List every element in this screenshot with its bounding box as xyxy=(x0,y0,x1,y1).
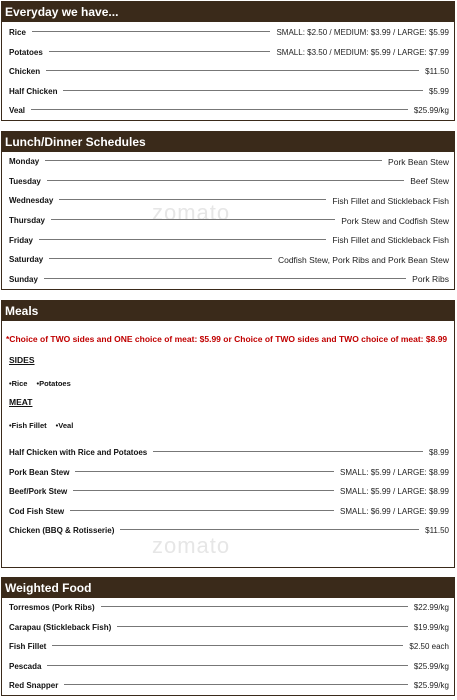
item-name: Half Chicken with Rice and Potatoes xyxy=(9,448,148,458)
item-price: SMALL: $5.99 / LARGE: $8.99 xyxy=(340,467,449,477)
menu-row xyxy=(2,443,454,463)
leader-line xyxy=(44,278,406,279)
leader-line xyxy=(63,90,423,91)
menu-row xyxy=(2,270,454,290)
menu-row xyxy=(2,598,454,618)
meat-option: •Fish Fillet xyxy=(9,421,47,430)
menu-row xyxy=(2,463,454,483)
item-name: Chicken (BBQ & Rotisserie) xyxy=(9,526,115,536)
item-name: Torresmos (Pork Ribs) xyxy=(9,603,95,613)
leader-line xyxy=(46,70,419,71)
meals-title: Meals xyxy=(2,301,454,321)
menu-row xyxy=(2,521,454,541)
day-name: Tuesday xyxy=(9,176,41,186)
item-name: Fish Fillet xyxy=(9,642,47,652)
item-name: Chicken xyxy=(9,67,41,77)
day-name: Monday xyxy=(9,157,40,167)
schedules-title: Lunch/Dinner Schedules xyxy=(2,132,454,152)
leader-line xyxy=(47,180,404,181)
sides-options xyxy=(2,379,454,388)
leader-line xyxy=(49,51,271,52)
day-meal: Beef Stew xyxy=(410,176,449,187)
day-meal: Pork Stew and Codfish Stew xyxy=(341,215,449,226)
item-price: SMALL: $3.50 / MEDIUM: $5.99 / LARGE: $7.99 xyxy=(276,47,449,57)
day-meal: Codfish Stew, Pork Ribs and Pork Bean Stew xyxy=(277,254,449,265)
menu-row xyxy=(2,23,454,43)
item-price: SMALL: $2.50 / MEDIUM: $3.99 / LARGE: $5.99 xyxy=(276,28,449,38)
item-price: $22.99/kg xyxy=(413,603,449,613)
leader-line xyxy=(120,529,419,530)
item-price: $2.50 each xyxy=(409,642,449,652)
item-price: $25.99/kg xyxy=(413,681,449,691)
day-name: Sunday xyxy=(9,274,38,284)
day-name: Thursday xyxy=(9,216,46,226)
leader-line xyxy=(32,31,271,32)
leader-line xyxy=(75,471,334,472)
item-price: $5.99 xyxy=(428,86,449,96)
leader-line xyxy=(101,606,408,607)
leader-line xyxy=(31,109,408,110)
menu-row xyxy=(2,502,454,522)
leader-line xyxy=(73,490,334,491)
item-name: Carapau (Stickleback Fish) xyxy=(9,622,112,632)
day-meal: Fish Fillet and Stickleback Fish xyxy=(332,235,449,246)
item-name: Half Chicken xyxy=(9,86,58,96)
item-price: $25.99/kg xyxy=(413,661,449,671)
item-name: Red Snapper xyxy=(9,681,59,691)
day-name: Wednesday xyxy=(9,196,54,206)
meat-options xyxy=(2,421,454,430)
menu-row xyxy=(2,618,454,638)
weighted-title: Weighted Food xyxy=(2,578,454,598)
day-meal: Fish Fillet and Stickleback Fish xyxy=(332,195,449,206)
menu-row xyxy=(2,676,454,696)
item-name: Cod Fish Stew xyxy=(9,506,65,516)
menu-row xyxy=(2,82,454,102)
leader-line xyxy=(39,239,326,240)
weighted-section xyxy=(1,577,455,696)
meat-label: MEAT xyxy=(9,397,33,407)
leader-line xyxy=(51,219,335,220)
day-meal: Pork Ribs xyxy=(412,274,449,285)
meat-option: •Veal xyxy=(55,421,74,430)
item-name: Rice xyxy=(9,28,26,38)
item-name: Pork Bean Stew xyxy=(9,467,70,477)
menu-row xyxy=(2,230,454,250)
item-price: $11.50 xyxy=(425,526,449,536)
menu-row xyxy=(2,191,454,211)
item-price: $19.99/kg xyxy=(413,622,449,632)
menu-row xyxy=(2,101,454,121)
everyday-title: Everyday we have... xyxy=(2,2,454,22)
menu-row xyxy=(2,43,454,63)
sides-label: SIDES xyxy=(9,355,35,365)
leader-line xyxy=(47,665,407,666)
item-price: $8.99 xyxy=(428,448,449,458)
promo-text: *Choice of TWO sides and ONE choice of meat: $5.99 or Choice of TWO sides and TWO choice of meat: $8.99 xyxy=(6,334,448,344)
item-price: SMALL: $5.99 / LARGE: $8.99 xyxy=(340,487,449,497)
item-name: Pescada xyxy=(9,661,42,671)
day-name: Saturday xyxy=(9,255,44,265)
watermark: zomato xyxy=(152,533,231,558)
leader-line xyxy=(59,199,326,200)
menu-row xyxy=(2,482,454,502)
item-name: Potatoes xyxy=(9,47,43,57)
leader-line xyxy=(52,645,403,646)
side-option: •Potatoes xyxy=(36,379,71,388)
leader-line xyxy=(117,626,408,627)
item-name: Veal xyxy=(9,106,26,116)
item-price: SMALL: $6.99 / LARGE: $9.99 xyxy=(340,506,449,516)
leader-line xyxy=(64,684,408,685)
schedules-section xyxy=(1,131,455,290)
day-meal: Pork Bean Stew xyxy=(388,156,449,167)
menu-row xyxy=(2,250,454,270)
menu-row xyxy=(2,172,454,192)
menu-row xyxy=(2,152,454,172)
watermark: zomato xyxy=(152,200,231,225)
leader-line xyxy=(45,160,382,161)
leader-line xyxy=(153,451,423,452)
everyday-section xyxy=(1,1,455,121)
leader-line xyxy=(70,510,334,511)
menu-row xyxy=(2,637,454,657)
item-price: $11.50 xyxy=(425,67,449,77)
item-name: Beef/Pork Stew xyxy=(9,487,68,497)
leader-line xyxy=(49,258,272,259)
day-name: Friday xyxy=(9,235,34,245)
side-option: •Rice xyxy=(9,379,28,388)
menu-row xyxy=(2,62,454,82)
menu-row xyxy=(2,211,454,231)
meals-section xyxy=(1,300,455,568)
item-price: $25.99/kg xyxy=(413,106,449,116)
menu-row xyxy=(2,657,454,677)
